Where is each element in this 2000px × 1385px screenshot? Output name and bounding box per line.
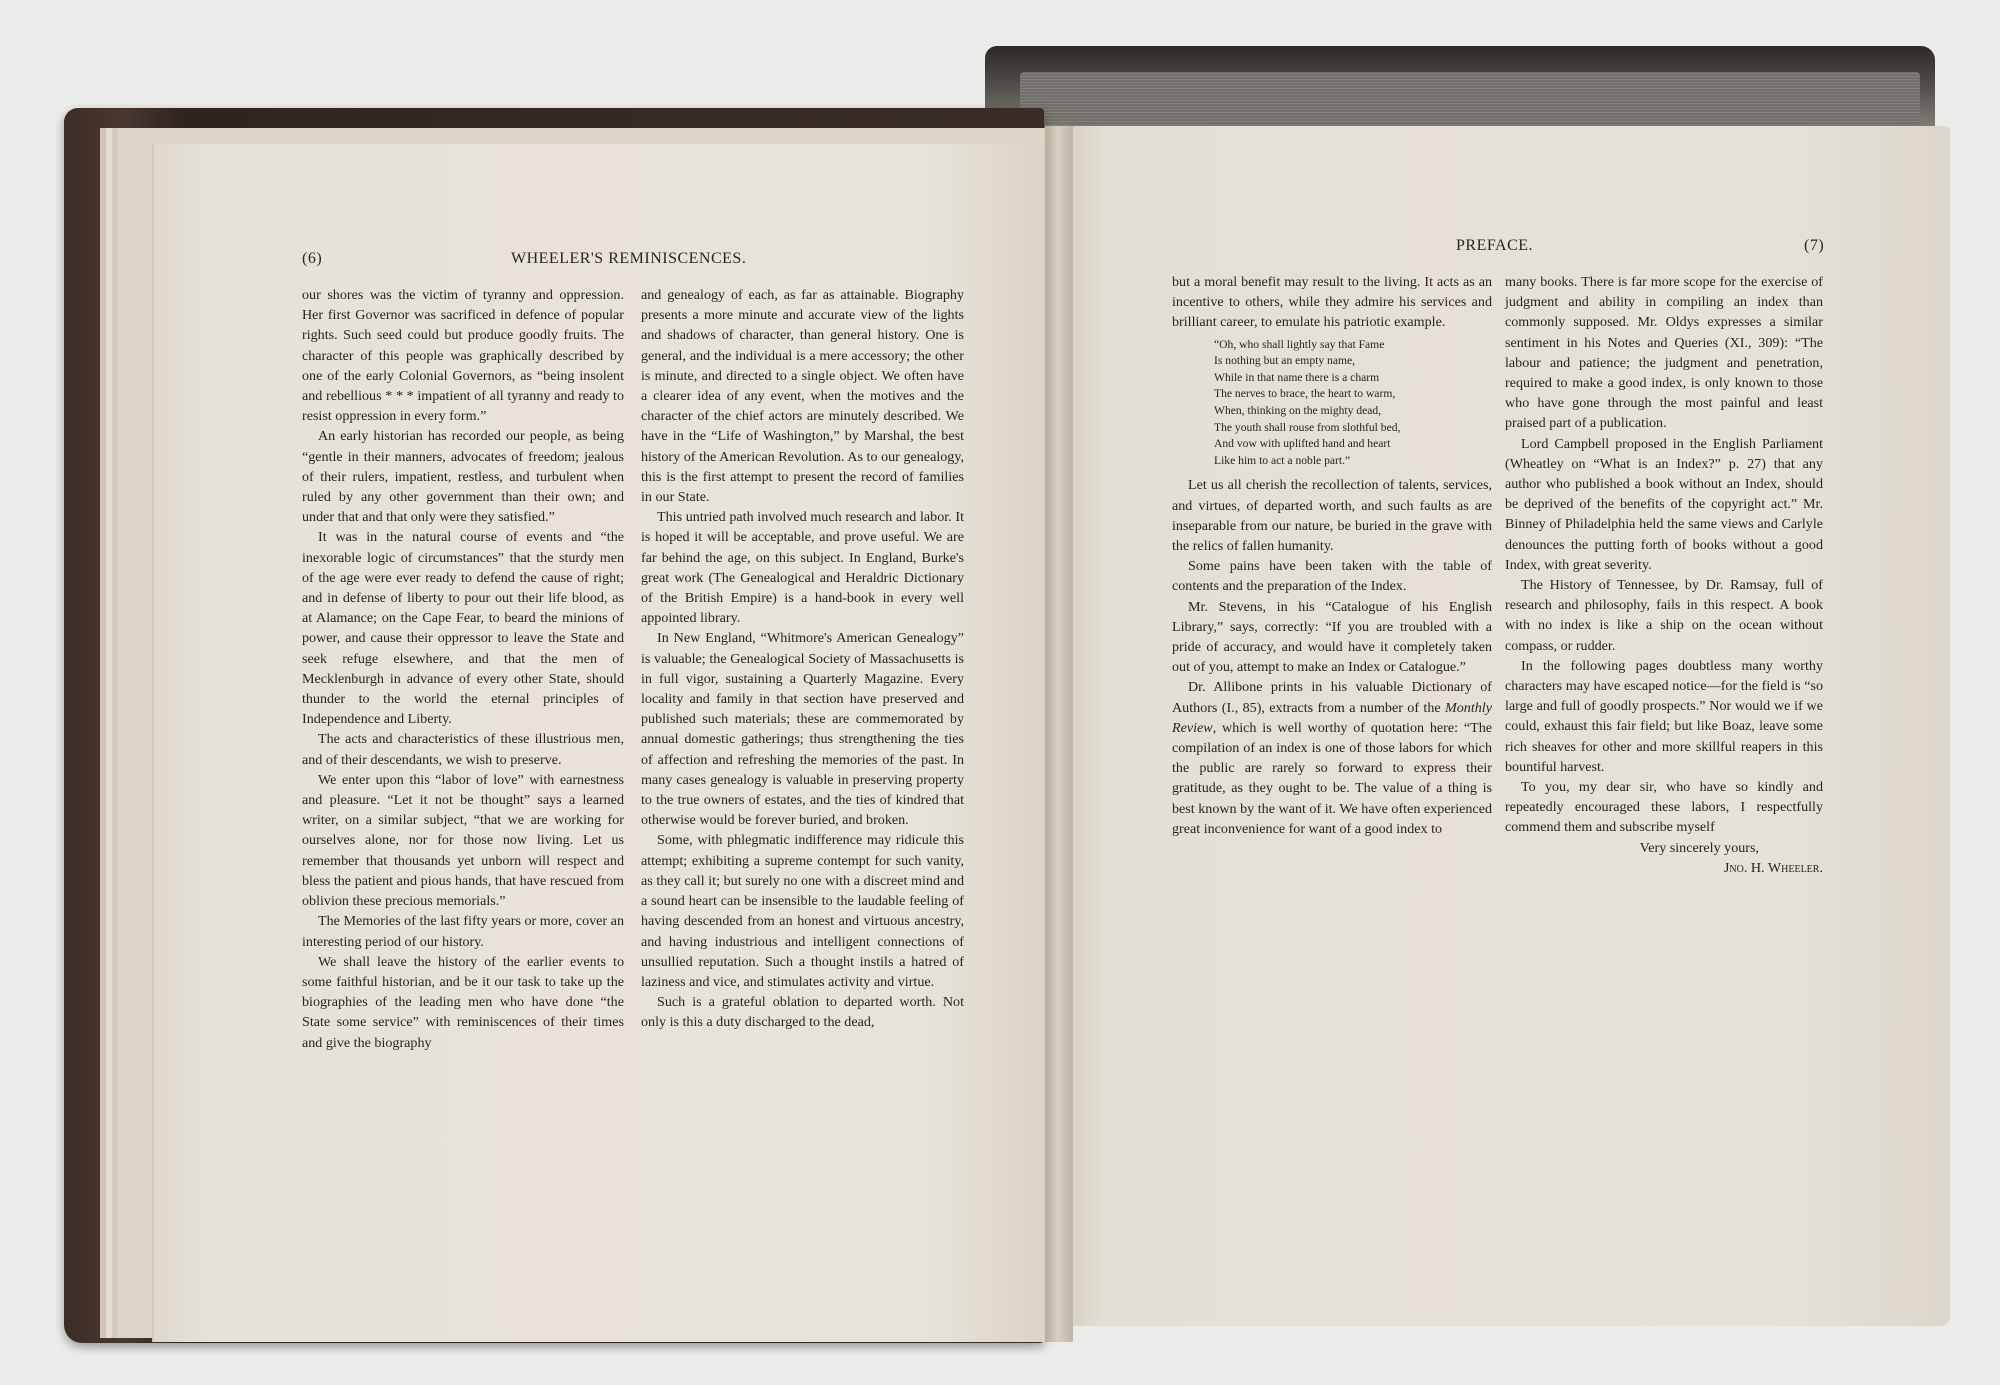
paragraph: but a moral benefit may result to the living. It acts as an incentive to others, while they admire his services and brilliant career, to emulate his patriotic example.	[1172, 274, 1492, 331]
paragraph: Such is a grateful oblation to departed worth. Not only is this a duty discharged to the dead,	[641, 994, 964, 1031]
paragraph: In New England, “Whitmore's American Genealogy” is valuable; the Genealogical Society of Massachusetts is in full vigor, sustaining a Quarterly Magazine. Every locality and family in that section have preserved and published such materials; these are commemorated by annual domestic gatherings; thus strengthening the ties of affection and refreshing the memories of the past. In many cases genealogy is valuable in preserving property to the true owners of estates, and the ties of kindred that otherwise would be forever buried, and broken.	[641, 630, 964, 829]
right-page-number: (7)	[1804, 237, 1825, 254]
poem-line: Is nothing but an empty name,	[1214, 354, 1356, 368]
left-page-number: (6)	[302, 250, 323, 267]
poem-line: While in that name there is a charm	[1214, 370, 1380, 384]
closing: Very sincerely yours,	[1639, 839, 1759, 856]
paragraph: Some pains have been taken with the table of contents and the preparation of the Index.	[1172, 558, 1492, 595]
paragraph: Mr. Stevens, in his “Catalogue of his English Library,” says, correctly: “If you are troubled with a pride of accuracy, and would have it completely taken out of you, attempt to make an Index or Catalogue.”	[1172, 598, 1492, 676]
allibone-text: Dr. Allibone prints in his valuable Dictionary of Authors (I., 85), extracts from a number of the	[1172, 679, 1492, 716]
paragraph: The acts and characteristics of these illustrious men, and of their descendants, we wish to preserve.	[302, 731, 624, 768]
paragraph: Let us all cherish the recollection of talents, services, and virtues, of departed worth, and such faults as are inseparable from our nature, be buried in the grave with the relics of fallen humanity.	[1172, 477, 1492, 554]
paragraph: In the following pages doubtless many worthy characters may have escaped notice—for the field is “so large and full of goodly prospects.” Nor would we if we could, exhaust this fair field; but like Boaz, leave some rich sheaves for other and more skillful reapers in this bountiful harvest.	[1505, 657, 1823, 775]
left-column-2	[641, 285, 964, 1033]
paragraph: To you, my dear sir, who have so kindly and repeatedly encouraged these labors, I respectfully commend them and subscribe myself	[1505, 779, 1823, 836]
right-column-2	[1505, 272, 1823, 878]
paragraph: We enter upon this “labor of love” with earnestness and pleasure. “Let it not be thought” says a learned writer, on a similar subject, “that we are working for ourselves alone, nor for those now living. Let us remember that thousands yet unborn will respect and bless the patient and pious hands, that have rescued from oblivion these precious memorials.”	[302, 771, 624, 910]
paragraph: Lord Campbell proposed in the English Parliament (Wheatley on “What is an Index?” p. 27) that any author who published a book without an Index, should be deprived of the benefits of the copyright act.” Mr. Binney of Philadelphia held the same views and Carlyle denounces the putting forth of books without a good Index, with great severity.	[1505, 435, 1823, 573]
page-edges	[1020, 72, 1920, 124]
paragraph: The History of Tennessee, by Dr. Ramsay, full of research and philosophy, fails in this respect. A book with no index is like a ship on the ocean without compass, or rudder.	[1505, 577, 1823, 654]
paragraph: An early historian has recorded our people, as being “gentle in their manners, advocates of freedom; jealous of their rulers, impatient, restless, and turbulent when ruled by any other government than their own; and under that and that only were they satisfied.”	[302, 428, 624, 526]
poem-line: When, thinking on the mighty dead,	[1214, 403, 1382, 417]
poem-line: The youth shall rouse from slothful bed,	[1214, 420, 1401, 434]
poem-line: The nerves to brace, the heart to warm,	[1214, 387, 1396, 401]
right-running-head: PREFACE.	[1456, 237, 1534, 254]
poem-line: “Oh, who shall lightly say that Fame	[1214, 337, 1385, 351]
signature: Jno. H. Wheeler.	[1723, 859, 1823, 876]
poem-line: And vow with uplifted hand and heart	[1214, 437, 1391, 451]
paragraph	[1172, 677, 1492, 839]
book-gutter	[1045, 126, 1073, 1342]
allibone-text-end: , which is well worthy of quotation here: “The compilation of an index is one of those labors for which the public are rarely so forward to express their gratitude, as they ought to be. The value of a thing is best known by the want of it. We have often experienced great inconvenience for want of a good index to	[1172, 719, 1492, 837]
paragraph: We shall leave the history of the earlier events to some faithful historian, and be it our task to take up the biographies of the leading men who have done “the State some service” with reminiscences of their times and give the biography	[302, 953, 624, 1051]
left-column-1	[302, 285, 624, 1053]
left-running-head: WHEELER'S REMINISCENCES.	[511, 250, 747, 267]
paragraph: our shores was the victim of tyranny and oppression. Her first Governor was sacrificed in defence of popular rights. Such seed could but produce goodly fruits. The character of this people was graphically described by one of the early Colonial Governors, as “being insolent and rebellious * * * impatient of all tyranny and ready to resist oppression in every form.”	[302, 287, 624, 425]
paragraph: and genealogy of each, as far as attainable. Biography presents a more minute and accurate view of the lights and shadows of character, than general history. One is general, and the individual is a mere accessory; the other is minute, and directed to a single object. We often have a clearer idea of any event, when the motives and the character of the chief actors are minutely described. We have in the “Life of Washington,” by Marshal, the best history of the American Revolution. As to our genealogy, this is the first attempt to present the record of families in our State.	[641, 287, 964, 506]
paragraph: This untried path involved much research and labor. It is hoped it will be acceptable, and prove useful. We are far behind the age, on this subject. In England, Burke's great work (The Genealogical and Heraldric Dictionary of the British Empire) is a hand-book in every well appointed library.	[641, 509, 964, 627]
right-column-1	[1172, 272, 1492, 839]
paragraph: The Memories of the last fifty years or more, cover an interesting period of our history.	[302, 913, 624, 950]
poem-line: Like him to act a noble part.”	[1214, 453, 1351, 467]
poem	[1214, 337, 1492, 470]
paragraph: It was in the natural course of events and “the inexorable logic of circumstances” that the sturdy men of the age were ever ready to defend the cause of right; and in defense of liberty to pour out their life blood, as at Alamance; on the Cape Fear, to beard the minions of power, and cause their oppressor to leave the State and seek refuge elsewhere, and that the men of Mecklenburgh in advance of every other State, should thunder to the world the eternal principles of Independence and Liberty.	[302, 529, 624, 728]
paragraph: Some, with phlegmatic indifference may ridicule this attempt; exhibiting a supreme contempt for such vanity, as they call it; but surely no one with a discreet mind and a sound heart can be insensible to the laudable feeling of having descended from an honest and virtuous ancestry, and having industrious and intelligent connections of unsullied reputation. Such a thought instils a hatred of laziness and vice, and stimulates activity and virtue.	[641, 832, 964, 990]
monthly-review-title: Monthly Review	[1172, 699, 1492, 736]
paragraph: many books. There is far more scope for the exercise of judgment and ability in compiling an index than commonly supposed. Mr. Oldys expresses a similar sentiment in his Notes and Queries (XI., 309): “The labour and patience; the judgment and penetration, required to make a good index, is only known to those who have gone through the most painful and least praised part of a publication.	[1505, 274, 1823, 432]
